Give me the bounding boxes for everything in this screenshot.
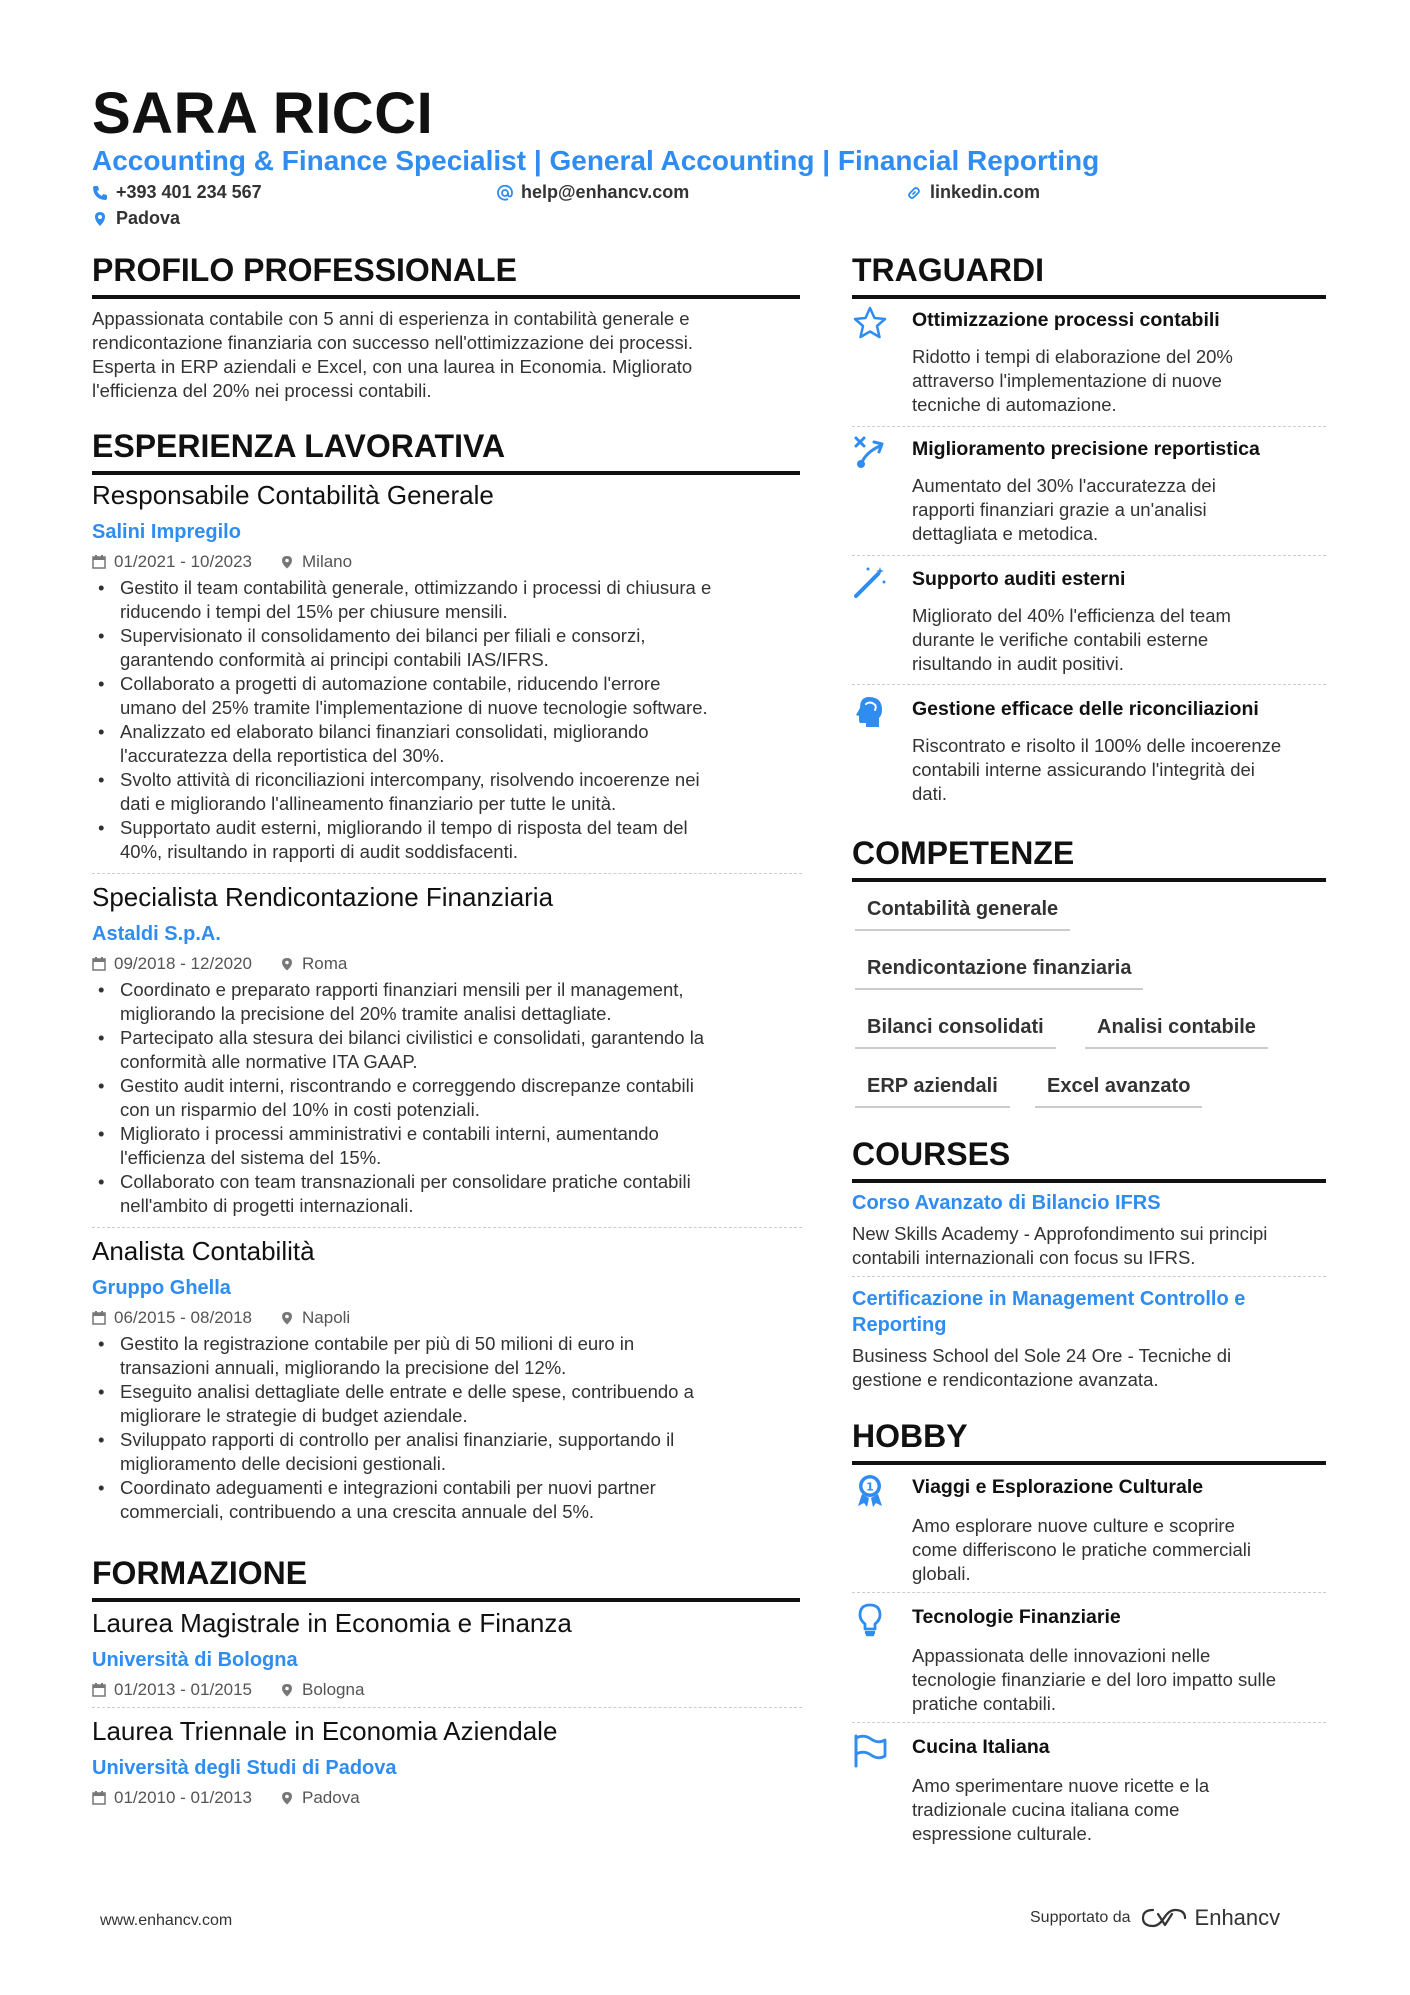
skill-tag: Rendicontazione finanziaria: [855, 957, 1143, 990]
job-dates: 09/2018 - 12/2020: [114, 954, 253, 973]
flag-icon: [852, 1732, 888, 1768]
divider: [852, 555, 1326, 556]
job-dates: 01/2021 - 10/2023: [114, 552, 253, 571]
divider: [852, 1722, 1326, 1723]
achievement-description: Ridotto i tempi di elaborazione del 20% attraverso l'implementazione di nuove tecniche di automazione.: [912, 346, 1233, 415]
contact-location: Padova: [92, 208, 180, 229]
job-bullets: [92, 978, 802, 1218]
bullet-item: • Gestito il team contabilità generale, ottimizzando i processi di chiusura e riducendo i tempi del 15% per chiusure mensili.: [92, 576, 802, 624]
achievement-description: Aumentato del 30% l'accuratezza dei rapporti finanziari grazie a un'analisi dettagliata e metodica.: [912, 475, 1216, 544]
job-bullets: [92, 576, 802, 864]
bullet-item: • Supportato audit esterni, migliorando il tempo di risposta del team del 40%, risultando in rapporti di audit soddisfacenti.: [92, 816, 802, 864]
education-dates: 01/2013 - 01/2015: [114, 1680, 253, 1699]
divider: [852, 684, 1326, 685]
course-entry: [852, 1190, 1326, 1270]
hobby-title: Cucina Italiana: [912, 1736, 1050, 1758]
hobby-title: Viaggi e Esplorazione Culturale: [912, 1476, 1204, 1498]
tactics-icon: [852, 434, 888, 470]
job-meta: [92, 954, 802, 974]
medal-icon: [852, 1472, 888, 1508]
bullet-item: • Partecipato alla stesura dei bilanci civilistici e consolidati, garantendo la conformità alle normative ITA GAAP.: [92, 1026, 802, 1074]
achievement-title: Supporto auditi esterni: [912, 568, 1126, 590]
job-title: Specialista Rendicontazione Finanziaria: [92, 882, 554, 912]
location-pin-icon: [280, 555, 294, 569]
hobby-title: Tecnologie Finanziarie: [912, 1606, 1121, 1628]
calendar-icon: [92, 1791, 106, 1805]
hobby-item: [852, 1602, 1326, 1718]
section-title-courses: COURSES: [852, 1136, 1326, 1183]
divider: [852, 1592, 1326, 1593]
lightbulb-icon: [852, 1602, 888, 1638]
skill-tag: ERP aziendali: [855, 1075, 1010, 1108]
bullet-item: • Collaborato con team transnazionali per consolidare pratiche contabili nell'ambito di progetti internazionali.: [92, 1170, 802, 1218]
section-title-profile: PROFILO PROFESSIONALE: [92, 252, 800, 299]
achievement-item: [852, 694, 1326, 810]
bullet-item: • Analizzato ed elaborato bilanci finanziari consolidati, migliorando l'accuratezza della reportistica del 30%.: [92, 720, 802, 768]
headline: Accounting & Finance Specialist | General Accounting | Financial Reporting: [92, 145, 1100, 176]
divider: [92, 873, 802, 874]
hobby-description: Amo esplorare nuove culture e scoprire come differiscono le pratiche commerciali globali.: [912, 1515, 1251, 1584]
calendar-icon: [92, 1311, 106, 1325]
school-name: Università di Bologna: [92, 1649, 298, 1671]
job-entry: [92, 480, 802, 864]
svg-text:1: 1: [866, 1480, 874, 1494]
course-title: Certificazione in Management Controllo e Reporting: [852, 1288, 1246, 1336]
company-name: Gruppo Ghella: [92, 1277, 231, 1299]
school-name: Università degli Studi di Padova: [92, 1757, 397, 1779]
job-title: Analista Contabilità: [92, 1236, 315, 1266]
profile-summary: Appassionata contabile con 5 anni di esperienza in contabilità generale e rendicontazione finanziaria con successo nell'ottimizzazione dei processi. Esperta in ERP aziendali e Excel, con una laurea in Economia. Migliorato l'efficienza del 20% nei processi contabili.: [92, 308, 693, 401]
hobby-item: [852, 1472, 1326, 1588]
achievement-item: [852, 305, 1326, 421]
divider: [92, 1227, 802, 1228]
job-location: Napoli: [302, 1308, 351, 1327]
section-title-education: FORMAZIONE: [92, 1555, 800, 1602]
contact-linkedin[interactable]: linkedin.com: [906, 182, 1040, 203]
achievement-description: Migliorato del 40% l'efficienza del team durante le verifiche contabili esterne risultando in audit positivi.: [912, 605, 1231, 674]
at-icon: [497, 185, 513, 201]
achievement-item: [852, 564, 1326, 680]
course-description: New Skills Academy - Approfondimento sui principi contabili internazionali con focus su IFRS.: [852, 1223, 1268, 1268]
company-name: Salini Impregilo: [92, 521, 241, 543]
bullet-item: • Gestito audit interni, riscontrando e correggendo discrepanze contabili con un risparmio del 10% in costi potenziali.: [92, 1074, 802, 1122]
hobby-description: Appassionata delle innovazioni nelle tecnologie finanziarie e del loro impatto sulle pratiche contabili.: [912, 1645, 1277, 1714]
job-location: Milano: [302, 552, 353, 571]
bullet-item: • Gestito la registrazione contabile per più di 50 milioni di euro in transazioni annuali, migliorando la precisione del 12%.: [92, 1332, 802, 1380]
achievement-description: Riscontrato e risolto il 100% delle incoerenze contabili interne assicurando l'integrità dei dati.: [912, 735, 1282, 804]
job-entry: [92, 1236, 802, 1524]
contact-phone: +393 401 234 567: [92, 182, 262, 203]
achievement-title: Ottimizzazione processi contabili: [912, 309, 1220, 331]
achievement-title: Miglioramento precisione reportistica: [912, 438, 1260, 460]
calendar-icon: [92, 957, 106, 971]
hobby-item: [852, 1732, 1326, 1848]
divider: [852, 426, 1326, 427]
location-pin-icon: [92, 211, 108, 227]
job-bullets: [92, 1332, 802, 1524]
skill-tag: Bilanci consolidati: [855, 1016, 1056, 1049]
divider: [92, 1707, 802, 1708]
education-meta: [92, 1788, 802, 1808]
degree-title: Laurea Triennale in Economia Aziendale: [92, 1716, 558, 1746]
hobby-description: Amo sperimentare nuove ricette e la tradizionale cucina italiana come espressione culturale.: [912, 1775, 1210, 1844]
bullet-item: • Eseguito analisi dettagliate delle entrate e delle spese, contribuendo a migliorare le strategie di budget aziendale.: [92, 1380, 802, 1428]
education-location: Padova: [302, 1788, 360, 1807]
location-pin-icon: [280, 957, 294, 971]
section-title-achievements: TRAGUARDI: [852, 252, 1326, 299]
degree-title: Laurea Magistrale in Economia e Finanza: [92, 1608, 572, 1638]
course-entry: [852, 1286, 1326, 1392]
bullet-item: • Coordinato e preparato rapporti finanziari mensili per il management, migliorando la precisione del 20% tramite analisi dettagliate.: [92, 978, 802, 1026]
achievement-title: Gestione efficace delle riconciliazioni: [912, 698, 1259, 720]
contact-email[interactable]: help@enhancv.com: [497, 182, 689, 203]
education-location: Bologna: [302, 1680, 365, 1699]
bullet-item: • Collaborato a progetti di automazione contabile, riducendo l'errore umano del 25% tramite l'implementazione di nuove tecnologie software.: [92, 672, 802, 720]
location-pin-icon: [280, 1683, 294, 1697]
calendar-icon: [92, 1683, 106, 1697]
education-entry: [92, 1716, 802, 1808]
brain-head-icon: [852, 694, 888, 730]
star-icon: [852, 305, 888, 341]
phone-icon: [92, 185, 108, 201]
bullet-item: • Migliorato i processi amministrativi e contabili interni, aumentando l'efficienza del sistema del 15%.: [92, 1122, 802, 1170]
skill-tag: Analisi contabile: [1085, 1016, 1268, 1049]
job-meta: [92, 1308, 802, 1328]
powered-by-label: Supportato da: [1030, 1909, 1131, 1926]
job-entry: [92, 882, 802, 1218]
candidate-name: SARA RICCI: [92, 81, 434, 146]
course-title: Corso Avanzato di Bilancio IFRS: [852, 1192, 1161, 1214]
section-title-hobby: HOBBY: [852, 1418, 1326, 1465]
section-title-experience: ESPERIENZA LAVORATIVA: [92, 428, 800, 475]
education-entry: [92, 1608, 802, 1700]
divider: [852, 1276, 1326, 1277]
bullet-item: • Coordinato adeguamenti e integrazioni contabili per nuovi partner commerciali, contribuendo a una crescita annuale del 5%.: [92, 1476, 802, 1524]
enhancv-logo[interactable]: Enhancv: [1141, 1905, 1281, 1931]
magic-wand-icon: [852, 564, 888, 600]
section-title-skills: COMPETENZE: [852, 835, 1326, 882]
location-pin-icon: [280, 1311, 294, 1325]
bullet-item: • Supervisionato il consolidamento dei bilanci per filiali e consorzi, garantendo conformità ai principi contabili IAS/IFRS.: [92, 624, 802, 672]
enhancv-logo-icon: [1141, 1906, 1187, 1930]
job-dates: 06/2015 - 08/2018: [114, 1308, 253, 1327]
job-location: Roma: [302, 954, 348, 973]
skill-tag: Contabilità generale: [855, 898, 1070, 931]
bullet-item: • Svolto attività di riconciliazioni intercompany, risolvendo incoerenze nei dati e migliorando l'allineamento finanziario per tutte le unità.: [92, 768, 802, 816]
education-dates: 01/2010 - 01/2013: [114, 1788, 253, 1807]
course-description: Business School del Sole 24 Ore - Tecniche di gestione e rendicontazione avanzata.: [852, 1345, 1232, 1390]
bullet-item: • Sviluppato rapporti di controllo per analisi finanziarie, supportando il miglioramento delle decisioni gestionali.: [92, 1428, 802, 1476]
education-meta: [92, 1680, 802, 1700]
footer-website[interactable]: www.enhancv.com: [100, 1912, 233, 1929]
job-meta: [92, 552, 802, 572]
job-title: Responsabile Contabilità Generale: [92, 480, 494, 510]
location-pin-icon: [280, 1791, 294, 1805]
footer-branding: [1030, 1905, 1280, 1931]
achievement-item: [852, 434, 1326, 550]
calendar-icon: [92, 555, 106, 569]
link-icon: [906, 185, 922, 201]
skill-tag: Excel avanzato: [1035, 1075, 1202, 1108]
company-name: Astaldi S.p.A.: [92, 923, 221, 945]
